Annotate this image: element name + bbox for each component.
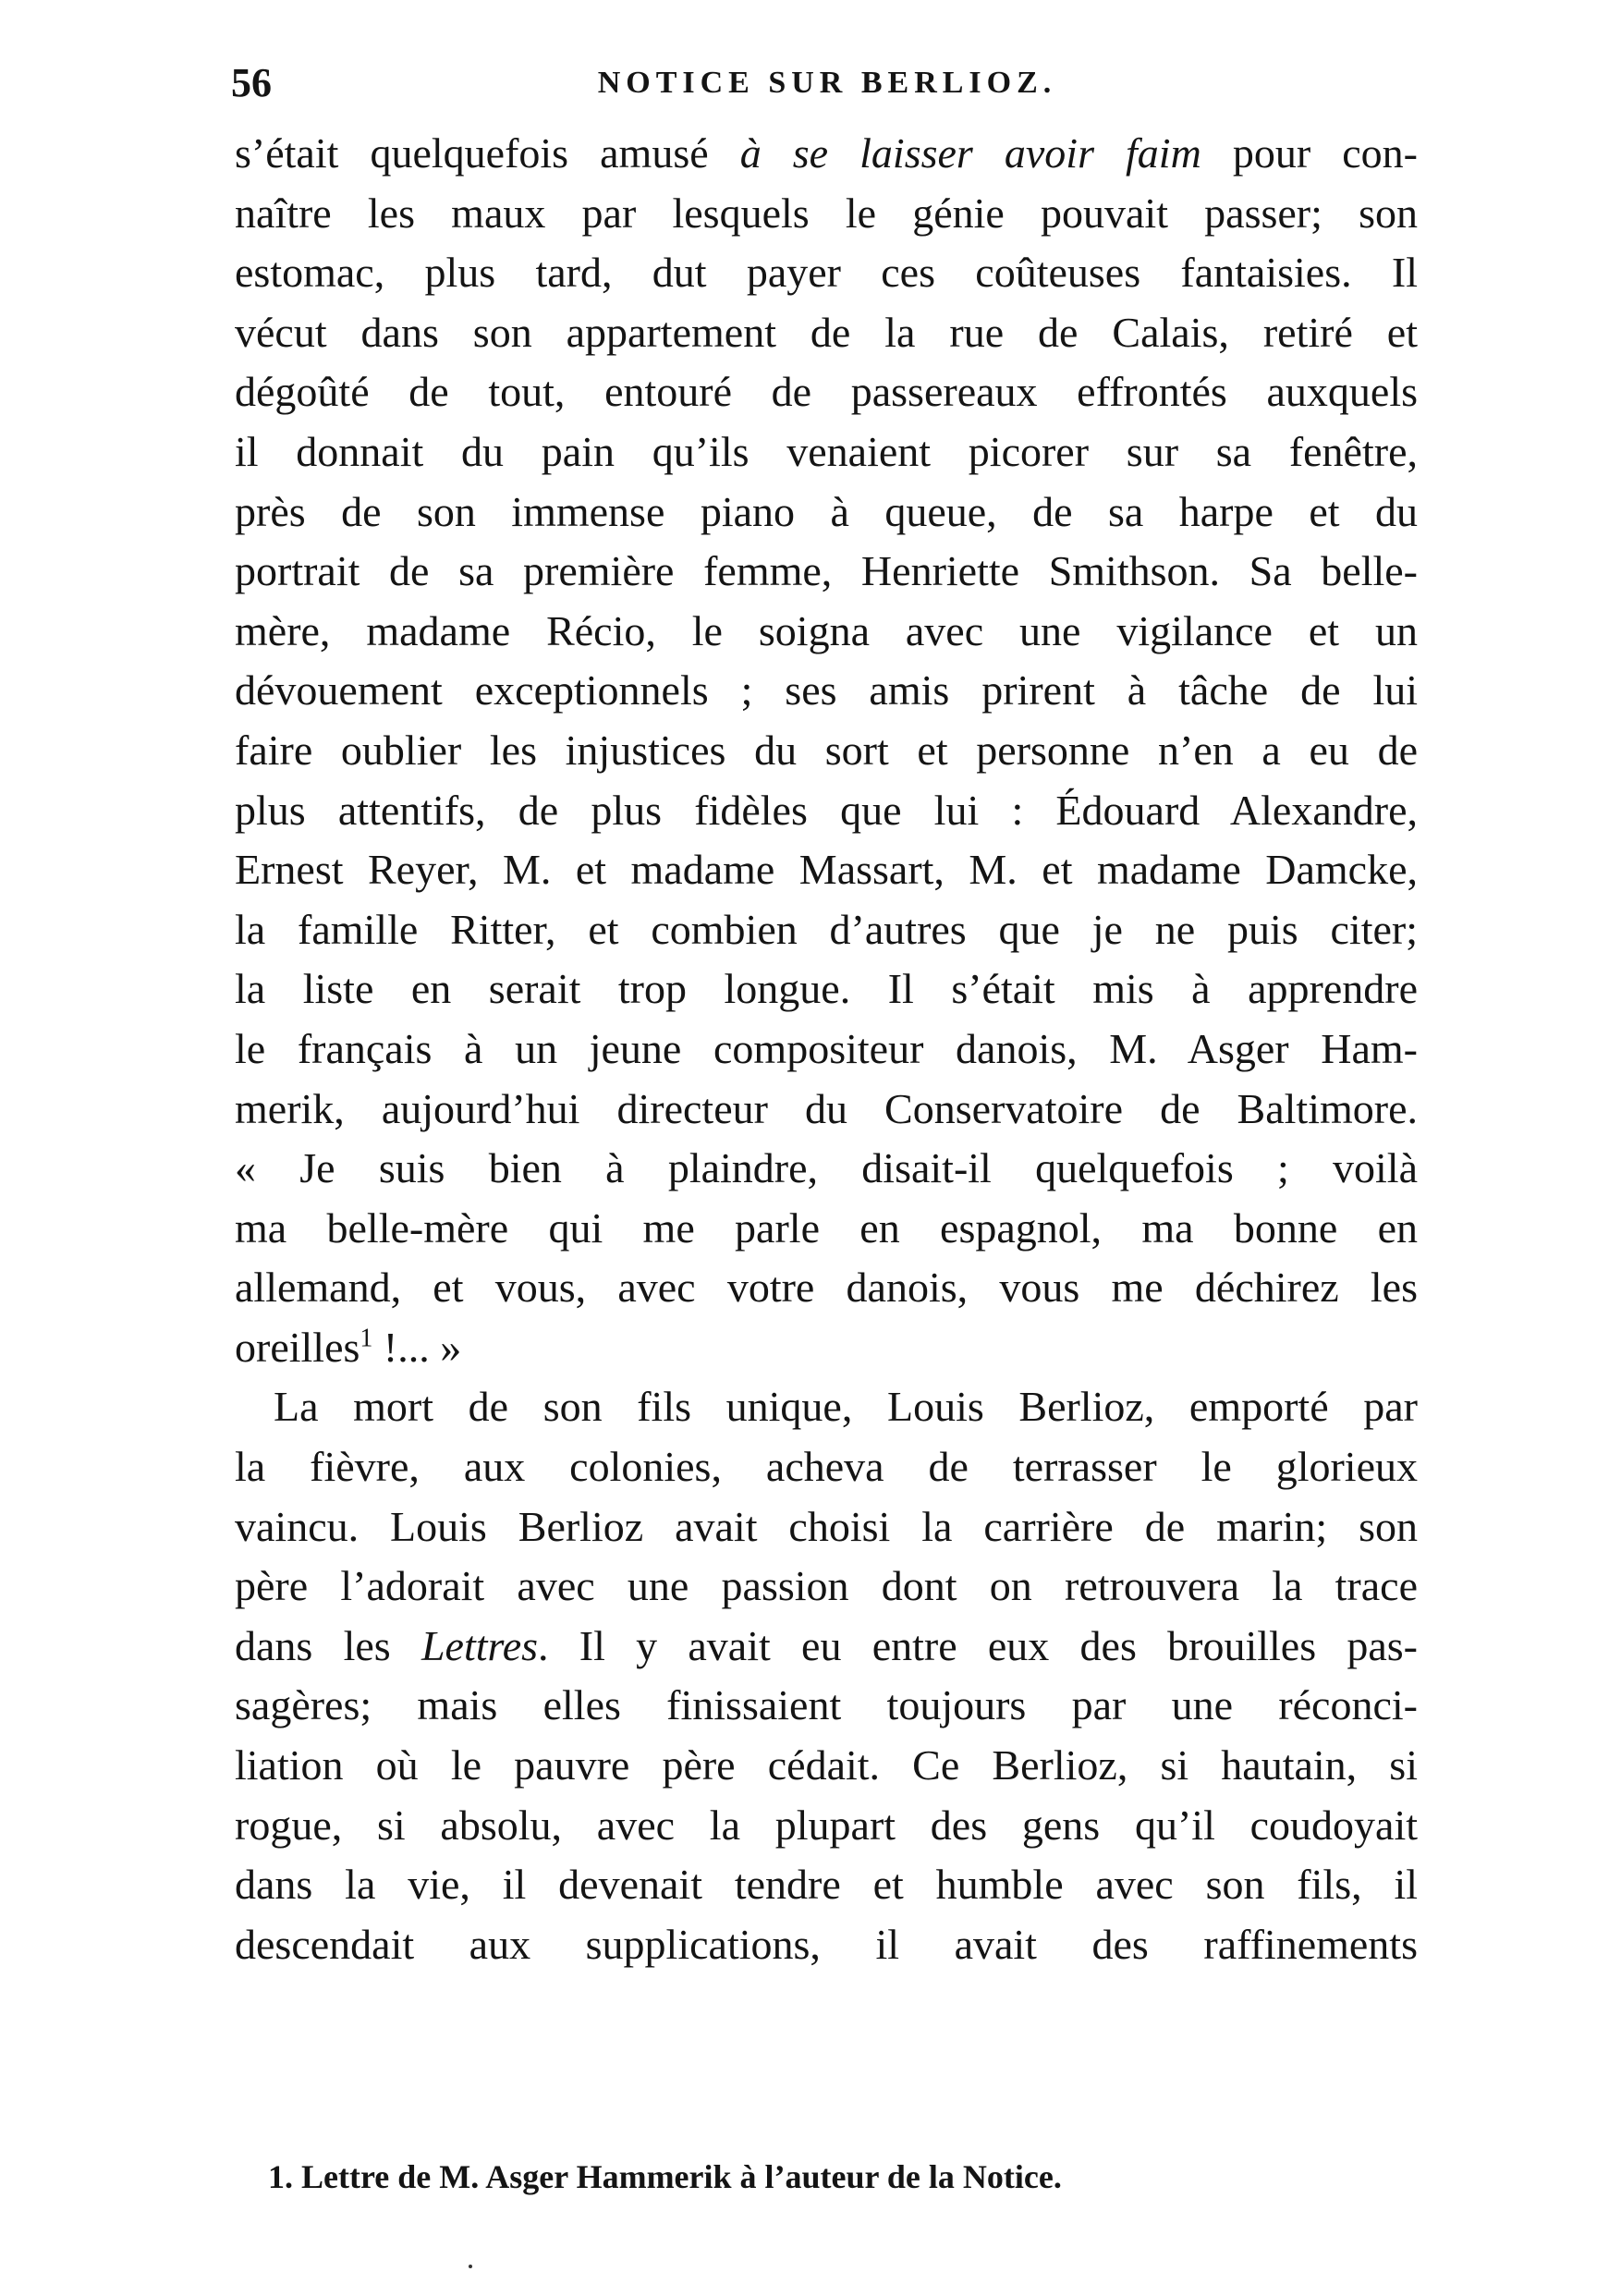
text-segment: s’était quelquefois amusé [235, 129, 740, 177]
text-line: dans la vie, il devenait tendre et humble avec son fils, il [235, 1861, 1418, 1909]
text-line: mère, madame Récio, le soigna avec une vigilance et un [235, 606, 1418, 654]
text-line: portrait de sa première femme, Henriette Smithson. Sa belle- [235, 547, 1418, 595]
text-line: faire oublier les injustices du sort et personne n’en a eu de [235, 726, 1418, 774]
text-line: merik, aujourd’hui directeur du Conservatoire de Baltimore. [235, 1084, 1418, 1132]
text-line [235, 1318, 1418, 1378]
footnote-text: Lettre de M. Asger Hammerik à l’auteur de la Notice. [293, 2158, 1062, 2195]
text-segment: dans les [235, 1621, 421, 1669]
body-text [235, 124, 1418, 1974]
print-speck [469, 2265, 472, 2268]
text-line: descendait aux supplications, il avait des raffinements [235, 1920, 1418, 1968]
paragraph-1 [235, 124, 1418, 1377]
text-line: liation où le pauvre père cédait. Ce Berlioz, si hautain, si [235, 1741, 1418, 1789]
paragraph-2 [235, 1377, 1418, 1974]
text-segment: !... » [372, 1323, 462, 1371]
footnote [268, 2154, 1414, 2200]
text-line: le français à un jeune compositeur danois, M. Asger Ham- [235, 1024, 1418, 1072]
text-segment: oreilles [235, 1323, 360, 1371]
page-header [231, 55, 1423, 111]
text-line: naître les maux par lesquels le génie pouvait passer; son [235, 189, 1418, 237]
italic-title: Lettres [420, 1621, 539, 1669]
text-line [235, 124, 1418, 184]
text-line: la fièvre, aux colonies, acheva de terrasser le glorieux [235, 1443, 1418, 1491]
text-line: « Je suis bien à plaindre, disait-il quelquefois ; voilà [235, 1144, 1418, 1192]
text-line [235, 1617, 1418, 1677]
italic-phrase: à se laisser avoir faim [739, 129, 1201, 177]
page-number: 56 [231, 60, 272, 105]
text-line: allemand, et vous, avec votre danois, vous me déchirez les [235, 1264, 1418, 1312]
text-line: sagères; mais elles finissaient toujours par une réconci- [235, 1681, 1418, 1729]
text-segment: . Il y avait eu entre eux des brouilles pas- [538, 1621, 1418, 1669]
text-line: vécut dans son appartement de la rue de Calais, retiré et [235, 308, 1418, 356]
text-line: père l’adorait avec une passion dont on retrouvera la trace [235, 1562, 1418, 1610]
text-line: Ernest Reyer, M. et madame Massart, M. et madame Damcke, [235, 846, 1418, 894]
text-line: ma belle-mère qui me parle en espagnol, ma bonne en [235, 1203, 1418, 1252]
footnote-reference: 1 [360, 1324, 373, 1353]
footnote-number: 1. [268, 2158, 293, 2195]
text-line: dévouement exceptionnels ; ses amis prirent à tâche de lui [235, 666, 1418, 714]
text-line: il donnait du pain qu’ils venaient picorer sur sa fenêtre, [235, 427, 1418, 475]
text-line: rogue, si absolu, avec la plupart des gens qu’il coudoyait [235, 1801, 1418, 1849]
text-line: dégoûté de tout, entouré de passereaux effrontés auxquels [235, 368, 1418, 416]
text-line: plus attentifs, de plus fidèles que lui : Édouard Alexandre, [235, 786, 1418, 834]
text-line: la liste en serait trop longue. Il s’était mis à apprendre [235, 965, 1418, 1013]
text-line: estomac, plus tard, dut payer ces coûteuses fantaisies. Il [235, 249, 1418, 297]
text-line: vaincu. Louis Berlioz avait choisi la carrière de marin; son [235, 1502, 1418, 1550]
text-line: La mort de son fils unique, Louis Berlioz, emporté par [274, 1383, 1418, 1431]
text-line: près de son immense piano à queue, de sa harpe et du [235, 487, 1418, 535]
text-segment: pour con- [1201, 129, 1418, 177]
text-line: la famille Ritter, et combien d’autres que je ne puis citer; [235, 905, 1418, 953]
running-title: NOTICE SUR BERLIOZ. [597, 66, 1057, 100]
